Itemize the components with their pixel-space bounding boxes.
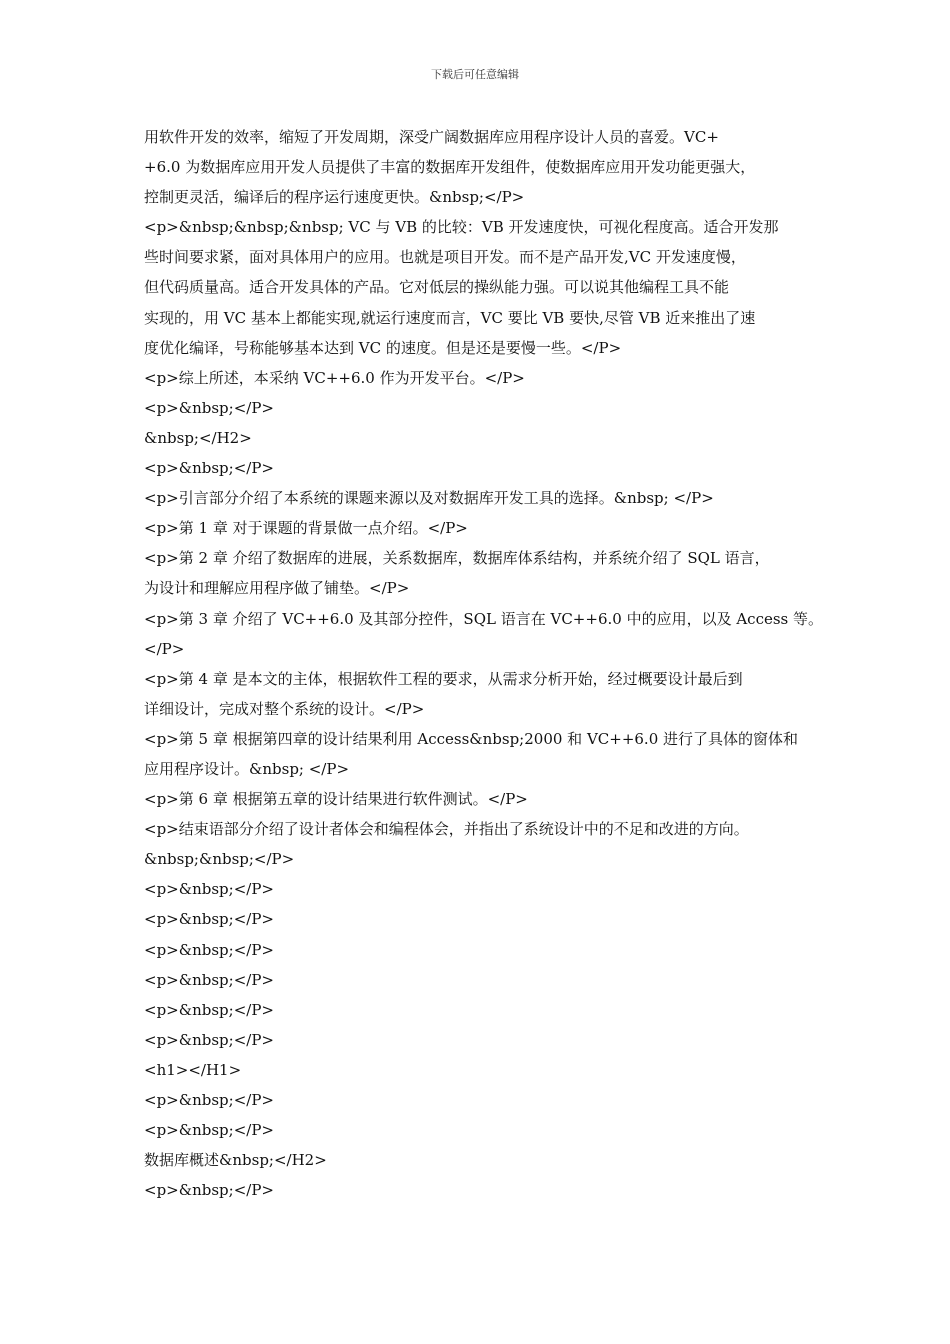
- text-line: <p>&nbsp;</P>: [144, 1000, 274, 1019]
- text-line: 实现的，用 VC 基本上都能实现,就运行速度而言，VC 要比 VB 要快,尽管 VB 近来推出了速: [144, 308, 756, 327]
- text-line: <p>第 5 章 根据第四章的设计结果利用 Access&nbsp;2000 和 VC++6.0 进行了具体的窗体和: [144, 729, 799, 748]
- text-line: 控制更灵活，编译后的程序运行速度更快。&nbsp;</P>: [144, 188, 525, 207]
- text-line: 些时间要求紧，面对具体用户的应用。也就是项目开发。而不是产品开发,VC 开发速度慢，: [144, 248, 746, 267]
- text-line: 应用程序设计。&nbsp; </P>: [144, 759, 350, 778]
- text-line: &nbsp;</H2>: [144, 428, 252, 447]
- page-header: 下载后可任意编辑: [431, 68, 519, 81]
- text-line: <p>综上所述，本采纳 VC++6.0 作为开发平台。</P>: [144, 368, 525, 387]
- text-line: <p>结束语部分介绍了设计者体会和编程体会，并指出了系统设计中的不足和改进的方向。: [144, 820, 749, 839]
- text-line: <p>&nbsp;</P>: [144, 880, 274, 899]
- text-line: 为设计和理解应用程序做了铺垫。</P>: [144, 579, 410, 598]
- text-line: 用软件开发的效率，缩短了开发周期，深受广阔数据库应用程序设计人员的喜爱。VC+: [144, 128, 719, 146]
- text-line: </P>: [144, 639, 185, 658]
- text-line: <p>第 1 章 对于课题的背景做一点介绍。</P>: [144, 519, 468, 538]
- text-line: <p>&nbsp;&nbsp;&nbsp; VC 与 VB 的比较：VB 开发速度快，可视化程度高。适合开发那: [144, 218, 779, 237]
- text-line: <p>第 2 章 介绍了数据库的进展，关系数据库，数据库体系结构，并系统介绍了 SQL 语言，: [144, 549, 770, 568]
- text-line: <p>&nbsp;</P>: [144, 1091, 274, 1109]
- text-line: 度优化编译，号称能够基本达到 VC 的速度。但是还是要慢一些。</P>: [144, 338, 622, 357]
- text-line: <p>第 4 章 是本文的主体，根据软件工程的要求，从需求分析开始，经过概要设计最后到: [144, 669, 743, 688]
- text-line: <p>&nbsp;</P>: [144, 459, 274, 478]
- text-line: &nbsp;&nbsp;</P>: [144, 850, 295, 869]
- text-line: 数据库概述&nbsp;</H2>: [144, 1151, 327, 1170]
- body-text: [144, 122, 834, 1205]
- text-line: <p>&nbsp;</P>: [144, 940, 274, 959]
- text-line: +6.0 为数据库应用开发人员提供了丰富的数据库开发组件，使数据库应用开发功能更强大，: [144, 158, 756, 177]
- text-line: <p>&nbsp;</P>: [144, 970, 274, 989]
- text-line: <p>&nbsp;</P>: [144, 910, 274, 929]
- text-line: <p>引言部分介绍了本系统的课题来源以及对数据库开发工具的选择。&nbsp; </P>: [144, 489, 714, 508]
- text-line: 但代码质量高。适合开发具体的产品。它对低层的操纵能力强。可以说其他编程工具不能: [144, 278, 730, 297]
- text-line: <p>第 3 章 介绍了 VC++6.0 及其部分控件，SQL 语言在 VC++6.0 中的应用，以及 Access 等。: [144, 609, 824, 628]
- text-line: <p>&nbsp;</P>: [144, 1121, 274, 1140]
- text-line: <p>&nbsp;</P>: [144, 1181, 274, 1200]
- text-line: 详细设计，完成对整个系统的设计。</P>: [144, 699, 425, 718]
- text-line: <p>&nbsp;</P>: [144, 1030, 274, 1049]
- text-line: <p>第 6 章 根据第五章的设计结果进行软件测试。</P>: [144, 790, 528, 809]
- text-line: <p>&nbsp;</P>: [144, 398, 274, 417]
- text-line: <h1></H1>: [144, 1060, 242, 1079]
